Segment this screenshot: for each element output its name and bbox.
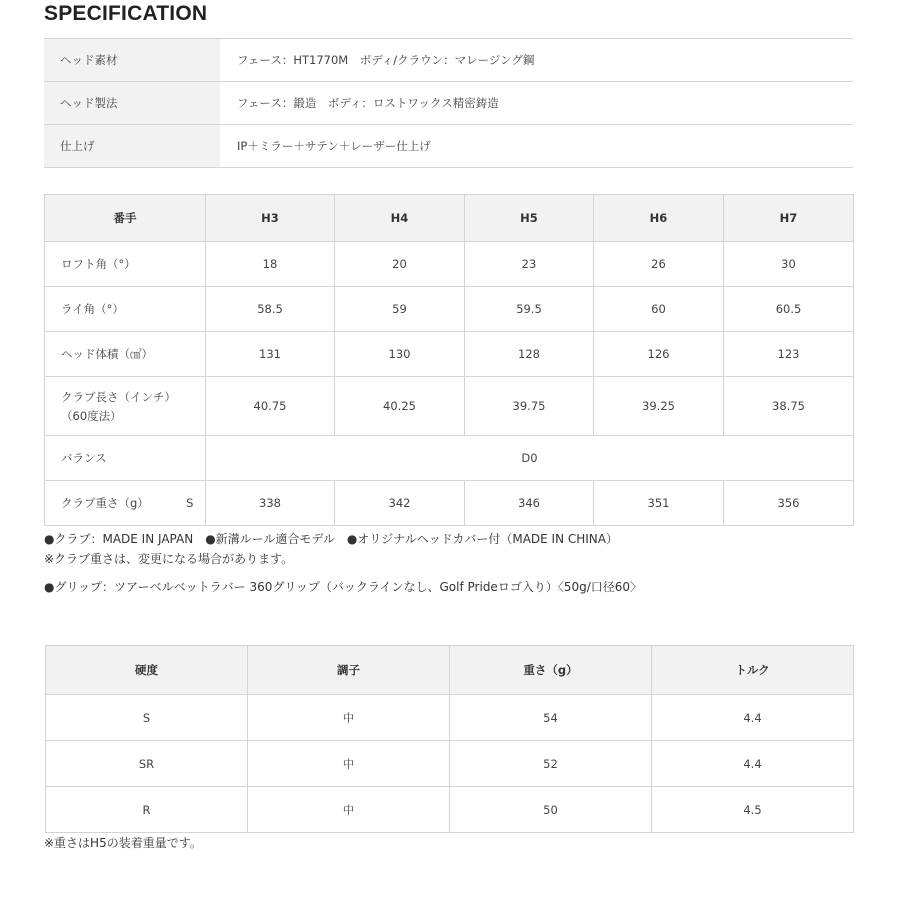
table-cell: D0	[206, 436, 854, 481]
table-cell: 38.75	[724, 377, 854, 436]
table-cell: SR	[46, 741, 248, 787]
head-spec-table	[44, 38, 853, 168]
table-cell: 中	[248, 695, 450, 741]
row-label: ヘッド素材	[44, 39, 220, 82]
table-cell: 351	[594, 481, 724, 526]
table-cell: 中	[248, 741, 450, 787]
column-header: 番手	[45, 195, 206, 242]
footnote: ※重さはH5の装着重量です。	[44, 836, 202, 850]
table-row	[45, 287, 854, 332]
table-cell: 54	[450, 695, 652, 741]
row-value: フェース：HT1770M ボディ/クラウン：マレージング鋼	[220, 39, 853, 82]
row-label-line: （60度法）	[61, 408, 122, 423]
table-row	[45, 481, 854, 526]
row-label: バランス	[45, 436, 206, 481]
table-cell: 128	[465, 332, 594, 377]
table-cell: 23	[465, 242, 594, 287]
column-header: H6	[594, 195, 724, 242]
row-label: 仕上げ	[44, 125, 220, 168]
table-row	[45, 242, 854, 287]
table-cell: 40.25	[335, 377, 465, 436]
table-cell: 356	[724, 481, 854, 526]
weight-note: ※クラブ重さは、変更になる場合があります。	[44, 552, 294, 566]
header-row	[46, 646, 854, 695]
row-value: フェース：鍛造 ボディ：ロストワックス精密鋳造	[220, 82, 853, 125]
column-header: トルク	[652, 646, 854, 695]
column-header: H5	[465, 195, 594, 242]
flex-label: S	[175, 481, 206, 526]
table-row	[44, 82, 853, 125]
column-header: H3	[206, 195, 335, 242]
page-title: SPECIFICATION	[44, 2, 208, 25]
table-cell: 59	[335, 287, 465, 332]
table-cell: 4.4	[652, 695, 854, 741]
row-label: ロフト角（°）	[45, 242, 206, 287]
row-label-line: クラブ長さ（インチ）	[61, 389, 176, 404]
row-label: ヘッド体積（㎤）	[45, 332, 206, 377]
table-row	[46, 695, 854, 741]
table-cell: 130	[335, 332, 465, 377]
column-header: 調子	[248, 646, 450, 695]
table-row	[45, 377, 854, 436]
table-cell: 40.75	[206, 377, 335, 436]
table-cell: 342	[335, 481, 465, 526]
table-cell: 26	[594, 242, 724, 287]
table-cell: R	[46, 787, 248, 833]
column-header: 硬度	[46, 646, 248, 695]
shaft-spec-table	[45, 645, 854, 833]
table-cell: 50	[450, 787, 652, 833]
table-cell: 338	[206, 481, 335, 526]
column-header: H7	[724, 195, 854, 242]
club-note: ●クラブ：MADE IN JAPAN ●新溝ルール適合モデル ●オリジナルヘッドカバー付（MADE IN CHINA）	[44, 532, 618, 546]
table-cell: 39.75	[465, 377, 594, 436]
row-label	[45, 377, 206, 436]
grip-note: ●グリップ：ツアーベルベットラバー 360グリップ（バックラインなし、Golf Prideロゴ入り）〈50g/口径60〉	[44, 580, 643, 594]
club-spec-table	[44, 194, 854, 526]
table-cell: 30	[724, 242, 854, 287]
table-row	[45, 332, 854, 377]
table-cell: 58.5	[206, 287, 335, 332]
table-cell: 4.4	[652, 741, 854, 787]
table-cell: 中	[248, 787, 450, 833]
table-cell: 4.5	[652, 787, 854, 833]
table-cell: 39.25	[594, 377, 724, 436]
table-cell: 18	[206, 242, 335, 287]
column-header: 重さ（g）	[450, 646, 652, 695]
table-cell: 60.5	[724, 287, 854, 332]
table-row	[46, 741, 854, 787]
row-label: ヘッド製法	[44, 82, 220, 125]
table-row	[44, 39, 853, 82]
table-row	[46, 787, 854, 833]
row-label: ライ角（°）	[45, 287, 206, 332]
table-cell: 126	[594, 332, 724, 377]
row-value: IP＋ミラー＋サテン＋レーザー仕上げ	[220, 125, 853, 168]
table-cell: 60	[594, 287, 724, 332]
table-cell: 59.5	[465, 287, 594, 332]
table-cell: 52	[450, 741, 652, 787]
column-header: H4	[335, 195, 465, 242]
table-cell: 346	[465, 481, 594, 526]
header-row	[45, 195, 854, 242]
table-row	[44, 125, 853, 168]
table-cell: S	[46, 695, 248, 741]
table-cell: 20	[335, 242, 465, 287]
table-row	[45, 436, 854, 481]
table-cell: 131	[206, 332, 335, 377]
row-label: クラブ重さ（g）	[45, 481, 175, 526]
table-cell: 123	[724, 332, 854, 377]
